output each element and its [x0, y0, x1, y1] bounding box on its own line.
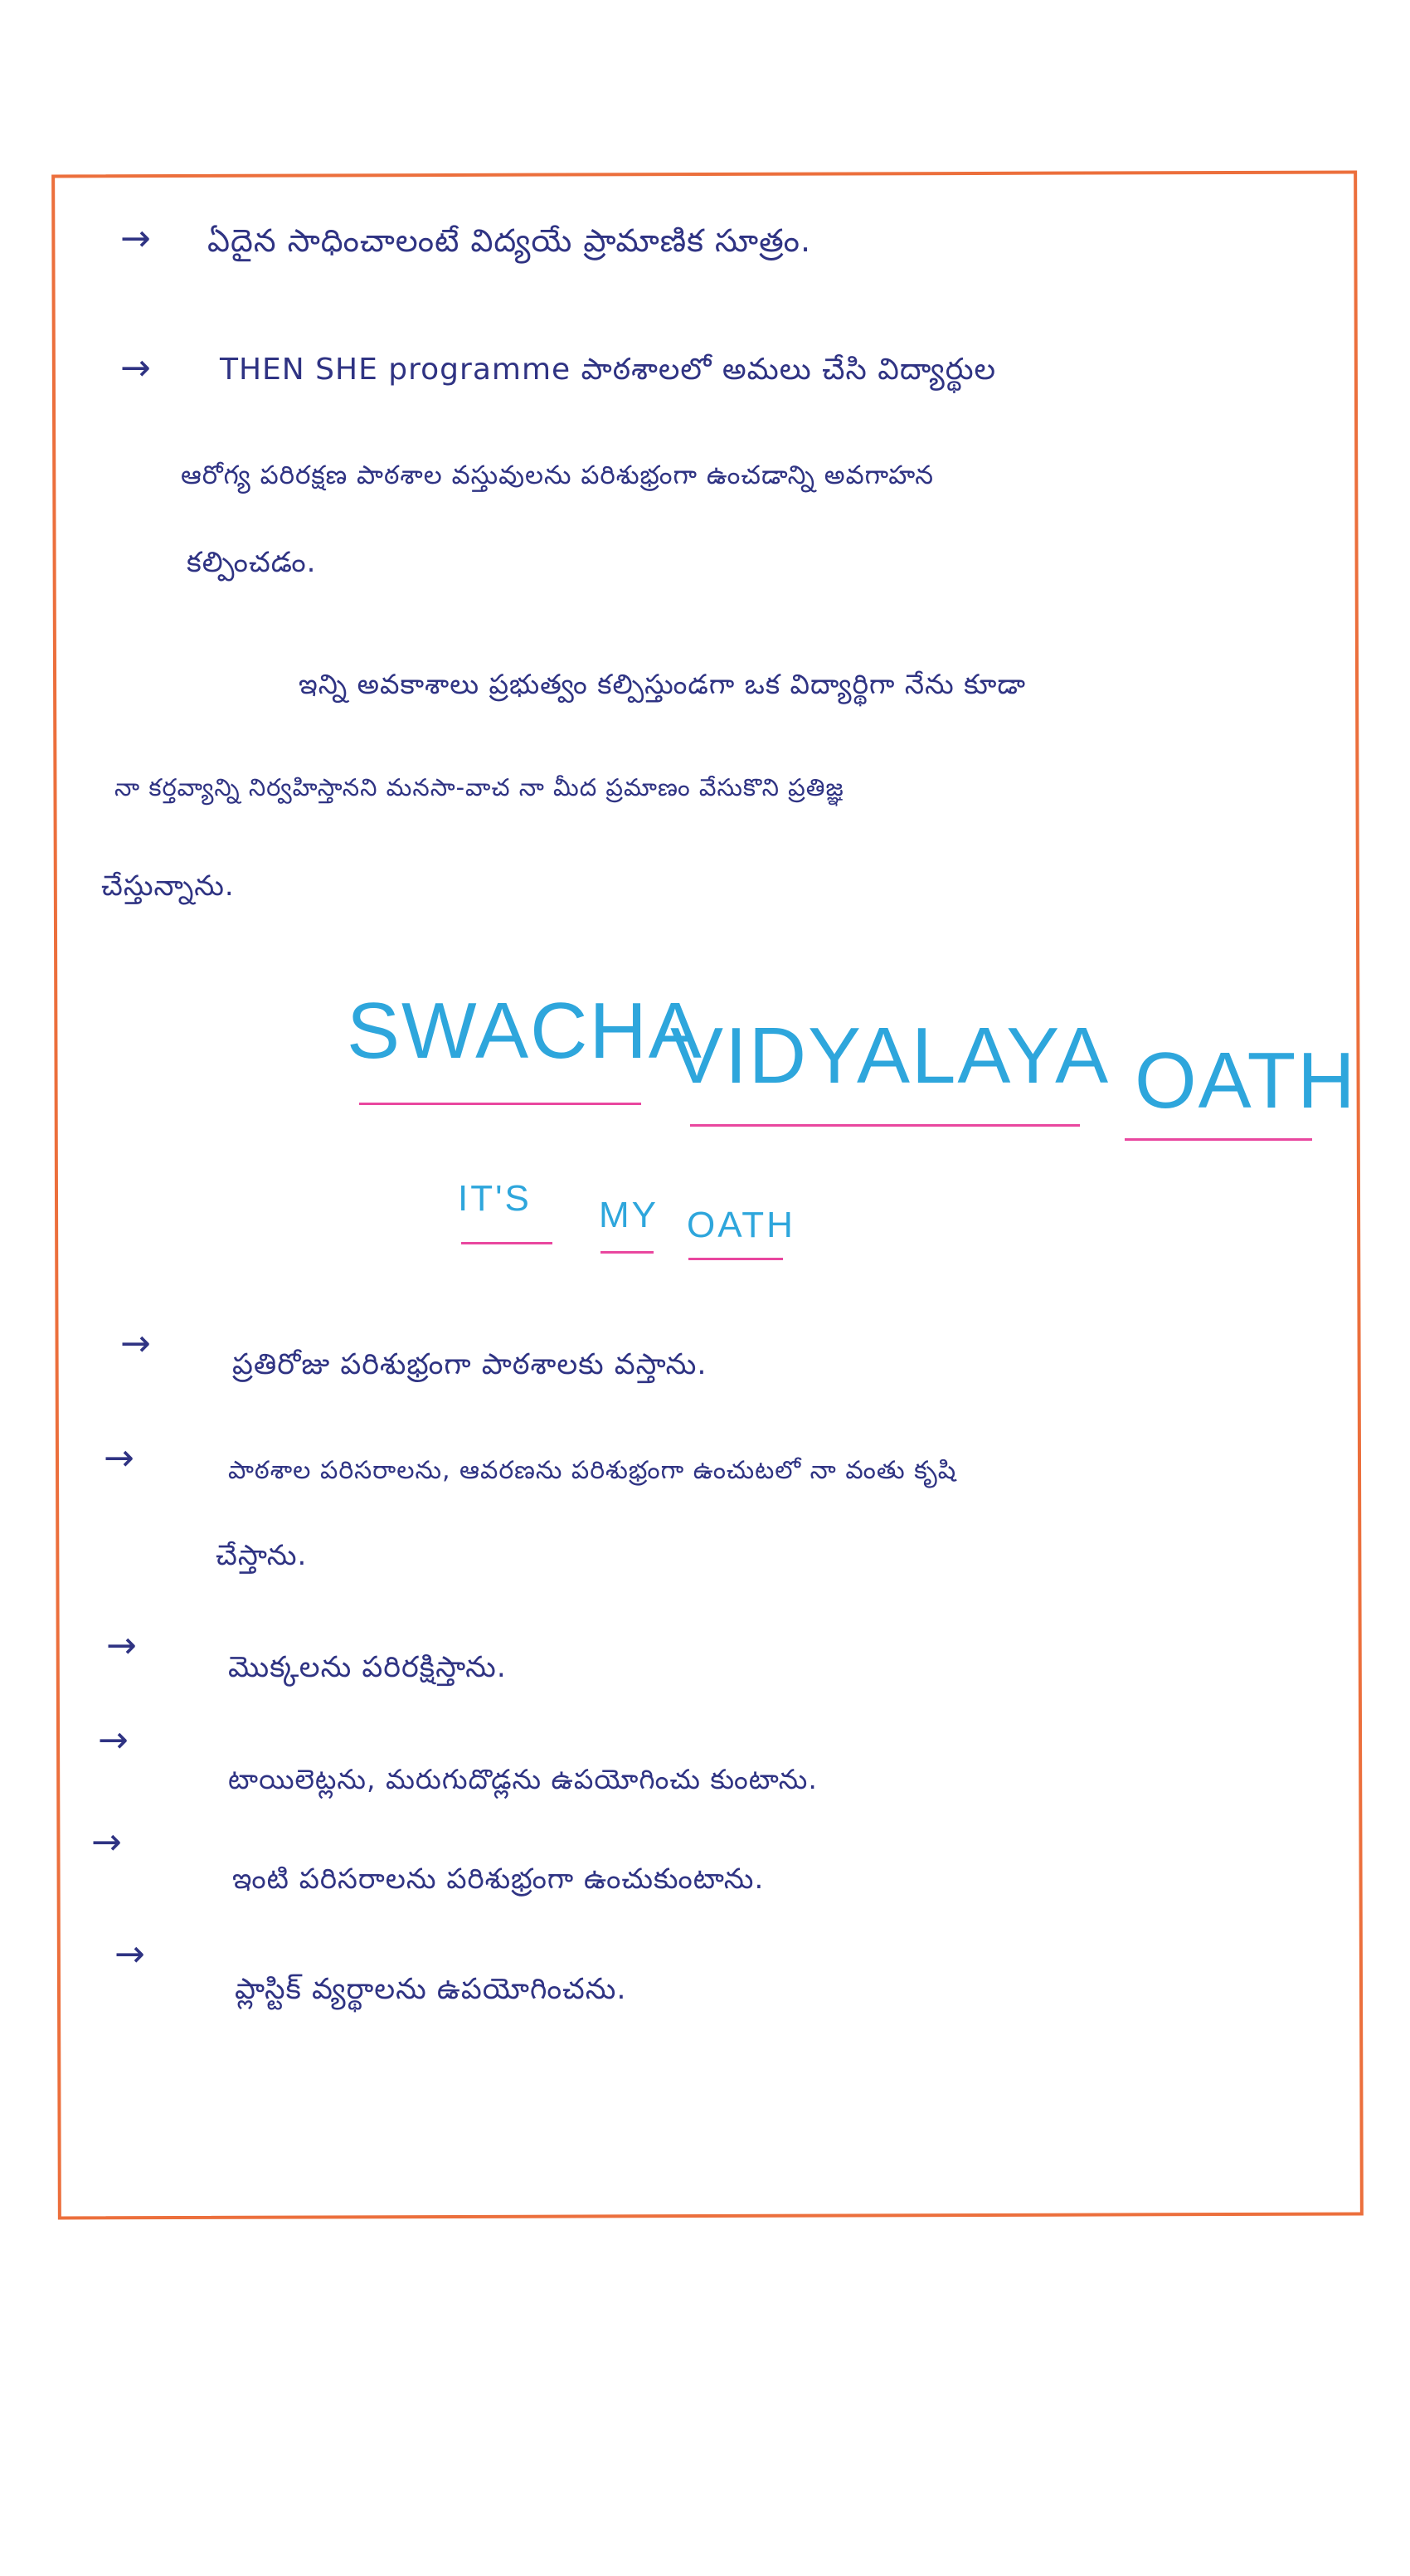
heading-underline-3 [1125, 1138, 1312, 1141]
intro-line-2b: ఆరోగ్య పరిరక్షణ పాఠశాల వస్తువులను పరిశుభ్రంగా ఉంచడాన్ని అవగాహన [181, 460, 935, 490]
subheading-underline-2 [600, 1251, 654, 1254]
arrow-icon: → [106, 1624, 137, 1667]
oath-item-2b: చేస్తాను. [216, 1539, 308, 1572]
arrow-icon: → [91, 1821, 122, 1863]
arrow-icon: → [104, 1437, 134, 1479]
heading-word-1: SWACHA [347, 986, 703, 1075]
subheading-underline-1 [461, 1242, 552, 1244]
oath-item-3: మొక్కలను పరిరక్షిస్తాను. [228, 1651, 507, 1684]
oath-item-2a: పాఠశాల పరిసరాలను, ఆవరణను పరిశుభ్రంగా ఉంచుటలో నా వంతు కృషి [228, 1456, 957, 1485]
intro-line-2c: కల్పించడం. [187, 546, 317, 579]
paragraph-line-2: నా కర్తవ్యాన్ని నిర్వహిస్తానని మనసా-వాచ నా మీద ప్రమాణం వేసుకొని ప్రతిజ్ఞ [114, 773, 844, 801]
arrow-icon: → [120, 1322, 151, 1365]
paragraph-line-3: చేస్తున్నాను. [101, 869, 235, 903]
arrow-icon: → [120, 217, 151, 260]
intro-line-1: ఏదైన సాధించాలంటే విద్యయే ప్రామాణిక సూత్రం. [207, 222, 812, 259]
arrow-icon: → [114, 1933, 145, 1975]
heading-underline-1 [359, 1103, 641, 1105]
intro-line-2a: THEN SHE programme పాఠశాలలో అమలు చేసి విద్యార్థుల [220, 353, 997, 387]
subheading-underline-3 [688, 1258, 783, 1260]
subheading-word-3: OATH [687, 1205, 795, 1245]
oath-item-4: టాయిలెట్లను, మరుగుదొడ్లను ఉపయోగించు కుంటాను. [228, 1763, 818, 1795]
paragraph-line-1: ఇన్ని అవకాశాలు ప్రభుత్వం కల్పిస్తుండగా ఒక విద్యార్థిగా నేను కూడా [299, 668, 1027, 700]
subheading-word-2: MY [599, 1195, 659, 1235]
oath-item-5: ఇంటి పరిసరాలను పరిశుభ్రంగా ఉంచుకుంటాను. [232, 1863, 765, 1896]
heading-underline-2 [690, 1124, 1080, 1127]
arrow-icon: → [98, 1719, 129, 1761]
oath-item-6: ప్లాస్టిక్ వ్యర్థాలను ఉపయోగించను. [235, 1973, 627, 2006]
oath-item-1: ప్రతిరోజు పరిశుభ్రంగా పాఠశాలకు వస్తాను. [232, 1348, 707, 1381]
arrow-icon: → [120, 347, 151, 389]
subheading-word-1: IT'S [458, 1178, 532, 1219]
heading-word-3: OATH [1135, 1036, 1357, 1125]
heading-word-2: VIDYALAYA [670, 1011, 1111, 1100]
